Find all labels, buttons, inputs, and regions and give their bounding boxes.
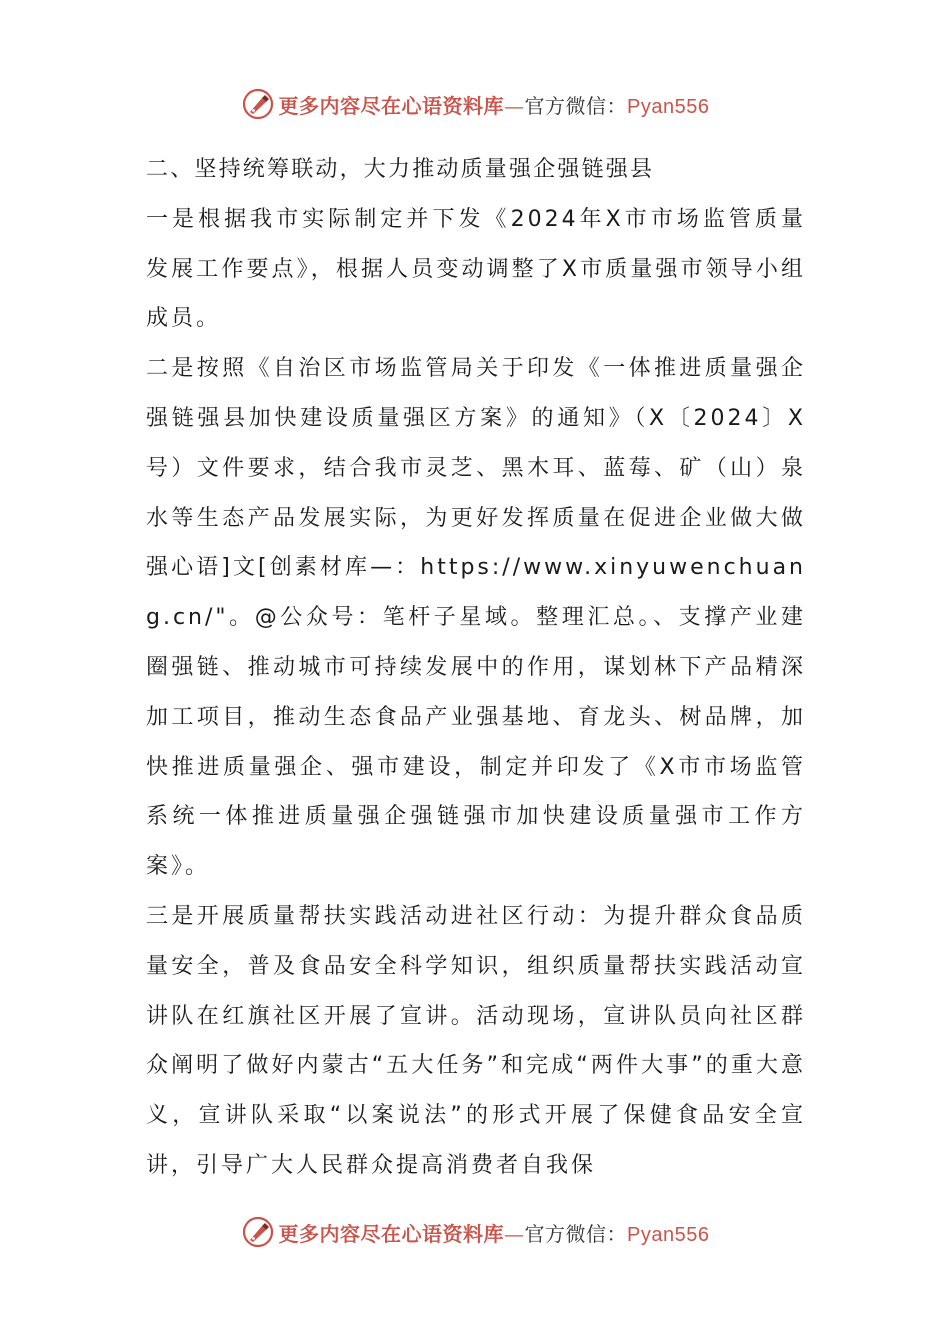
banner-brand: 更多内容尽在心语资料库	[278, 1221, 505, 1246]
banner-official-label: 官方微信：	[524, 1221, 628, 1246]
banner-brand: 更多内容尽在心语资料库	[278, 93, 505, 118]
banner-dash: —	[504, 93, 525, 118]
paragraph-1: 一是根据我市实际制定并下发《2024年X市市场监管质量发展工作要点》，根据人员变动调整了X市质量强市领导小组成员。	[146, 206, 806, 332]
document-body	[146, 145, 806, 1191]
paragraph-2: 二是按照《自治区市场监管局关于印发《一体推进质量强企强链强县加快建设质量强区方案》的通知》（X〔2024〕X号）文件要求，结合我市灵芝、黑木耳、蓝莓、矿（山）泉水等生态产品发展实际，为更好发挥质量在促进企业做大做强心语]文[创素材库—：https://www.xinyuwenchuang.cn/"。@公众号：笔杆子星域。整理汇总。、支撑产业建圈强链、推动城市可持续发展中的作用，谋划林下产品精深加工项目，推动生态食品产业强基地、育龙头、树品牌，加快推进质量强企、强市建设，制定并印发了《X市市场监管系统一体推进质量强企强链强市加快建设质量强市工作方案》。	[146, 356, 806, 880]
section-heading: 二、坚持统筹联动，大力推动质量强企强链强县	[146, 157, 655, 182]
pen-nib-logo-icon	[241, 1215, 275, 1249]
banner-wechat-id: Pyan556	[627, 95, 710, 118]
banner-text	[279, 1218, 710, 1247]
footer-banner	[0, 1212, 950, 1252]
banner-wechat-id: Pyan556	[627, 1223, 710, 1246]
header-banner	[0, 84, 950, 124]
banner-dash: —	[504, 1221, 525, 1246]
banner-official-label: 官方微信：	[524, 93, 628, 118]
banner-text	[279, 90, 710, 119]
paragraph-3: 三是开展质量帮扶实践活动进社区行动：为提升群众食品质量安全，普及食品安全科学知识，组织质量帮扶实践活动宣讲队在红旗社区开展了宣讲。活动现场，宣讲队员向社区群众阐明了做好内蒙古“五大任务”和完成“两件大事”的重大意义，宣讲队采取“以案说法”的形式开展了保健食品安全宣讲，引导广大人民群众提高消费者自我保	[146, 903, 806, 1178]
pen-nib-logo-icon	[241, 87, 275, 121]
